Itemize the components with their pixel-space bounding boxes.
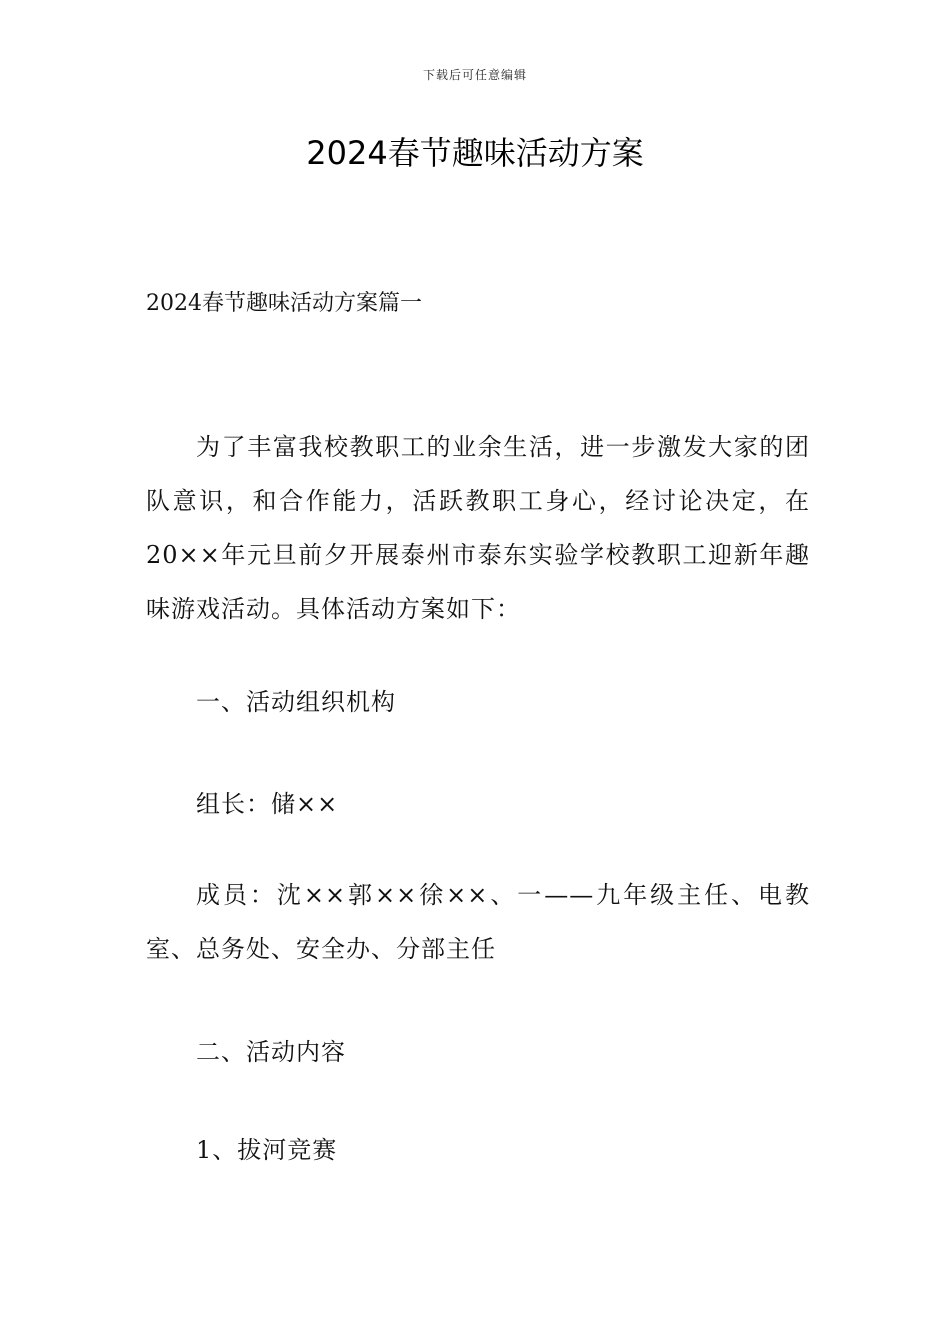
members-paragraph: 成员：沈××郭××徐××、一——九年级主任、电教室、总务处、安全办、分部主任 xyxy=(146,881,810,963)
item-tug-of-war: 1、拔河竞赛 xyxy=(196,1136,338,1164)
intro-paragraph: 为了丰富我校教职工的业余生活，进一步激发大家的团队意识，和合作能力，活跃教职工身心，经讨论决定，在20××年元旦前夕开展泰州市泰东实验学校教职工迎新年趣味游戏活动。具体活动方案如下： xyxy=(146,433,810,623)
header-note: 下载后可任意编辑 xyxy=(422,68,527,82)
leader-line: 组长：储×× xyxy=(196,790,339,818)
heading-organization: 一、活动组织机构 xyxy=(196,688,396,716)
heading-content: 二、活动内容 xyxy=(196,1038,346,1066)
document-title: 2024春节趣味活动方案 xyxy=(306,134,644,172)
section-title: 2024春节趣味活动方案篇一 xyxy=(146,291,422,316)
